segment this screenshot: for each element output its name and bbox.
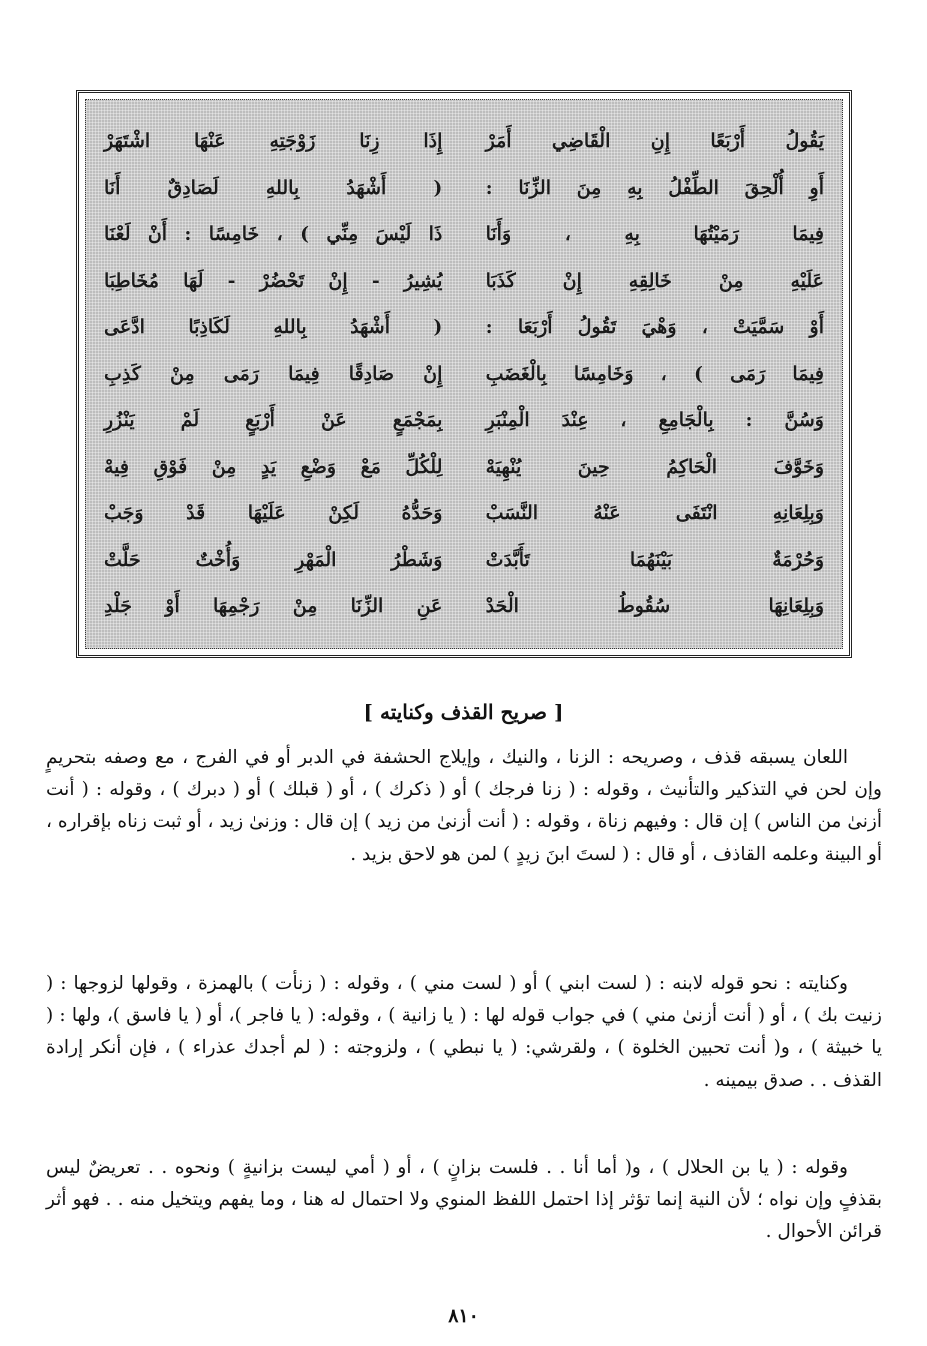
verse-first-hemistich: يَقُولُ أَرْبَعًا إِنِ الْقَاضِي أَمَرْ: [485, 130, 824, 153]
paragraph-3-text: وقوله : ( يا بن الحلال ) ، و( أما أنا . . فلست بزانٍ ) ، أو ( أمي ليست بزانيةٍ ) ونحوه . . تعريضٌ ليس بقذفٍ وإن نواه ؛ لأن النية إنما تؤثر إذا احتمل اللفظ المنوي ولا احتمال له هنا ، وما يفهم ويتخيل منه . . فهو أثر قرائن الأحوال .: [46, 1157, 882, 1243]
poem-verse: [104, 118, 824, 165]
section-heading: [ صريح القذف وكنايته ]: [363, 700, 564, 724]
paragraph-3: [46, 1152, 882, 1249]
verse-first-hemistich: أَوِ أُلْحِقَ الطِّفْلُ بِهِ مِنَ الزِّنَا :: [485, 176, 824, 199]
poem-verse: [104, 211, 824, 258]
verse-first-hemistich: فِيمَا رَمَى ) ، وَخَامِسًا بِالْغَضَبِ: [485, 362, 824, 385]
poem-verse: [104, 351, 824, 398]
verse-first-hemistich: أَوْ سَمَّيَتْ ، وَهْيَ تَقُولُ أَرْبَعَا :: [485, 316, 824, 339]
verse-second-hemistich: وَشَطْرُ الْمَهْرِ وَأُخْتٌ حَلَّتْ: [104, 548, 443, 571]
poem-verse: [104, 444, 824, 491]
verse-first-hemistich: وَحُرْمَةٌ بَيْنَهُمَا تَأَبَّدَتْ: [485, 548, 824, 571]
poem-verse: [104, 397, 824, 444]
verse-first-hemistich: وَبِلِعَانِهِ انْتَفَى عَنْهُ النَّسَبْ: [485, 502, 824, 525]
verse-first-hemistich: فِيمَا رَمَيْتُهَا بِهِ ، وَأَنَا: [485, 223, 824, 246]
verse-second-hemistich: إِنْ صَادِقًا فِيمَا رَمَى مِنْ كَذِبِ: [104, 362, 443, 385]
paragraph-2: [46, 968, 882, 1097]
paragraph-1: [46, 742, 882, 871]
verse-second-hemistich: ( أَشْهَدُ بِاللهِ لَصَادِقٌ أَنَا: [104, 176, 443, 199]
poem-verse: [104, 490, 824, 537]
poem-verse: [104, 583, 824, 630]
verse-second-hemistich: إِذَا زِنَا زَوْجَتِهِ عَنْهَا اشْتَهَرْ: [104, 130, 443, 153]
paragraph-1-text: اللعان يسبقه قذف ، وصريحه : الزنا ، والنيك ، وإيلاج الحشفة في الدبر أو في الفرج ، مع وصفه بتحريمٍ وإن لحن في التذكير والتأنيث ، وقوله : ( زنا فرجك ) أو ( ذكرك ) ، أو ( قبلك ) أو ( دبرك ) ، وقوله : ( أنت أزنىٰ من الناس ) إن قال : وفيهم زناة ، وقوله : ( أنت أزنىٰ من زيد ) إن قال : وزنىٰ زيد ، أو ثبت زناه بإقراره ، أو البينة وعلمه القاذف ، أو قال : ( لستَ ابنَ زيدٍ ) لمن هو لاحق بزيد .: [46, 747, 882, 865]
verse-first-hemistich: عَلَيْهِ مِنْ خَالِقِهِ إِنْ كَذَبَا: [485, 269, 824, 292]
poem: [104, 118, 824, 638]
verse-second-hemistich: وَحَدُّهُ لَكِنْ عَلَيْهَا قَدْ وَجَبْ: [104, 502, 443, 525]
poem-verse: [104, 258, 824, 305]
verse-second-hemistich: ذَا لَيْسَ مِنِّي ) ، خَامِسًا : أَنْ لَعْنَا: [104, 223, 443, 246]
page-number: ٨١٠: [448, 1305, 479, 1327]
verse-first-hemistich: وَسُنَّ : بِالْجَامِعِ ، عِنْدَ الْمِنْبَرِ: [485, 409, 824, 432]
verse-second-hemistich: يُشِيرُ - إِنْ تَحْضُرْ - لَهَا مُخَاطِبَا: [104, 269, 443, 292]
poem-verse: [104, 537, 824, 584]
verse-second-hemistich: عَنِ الزِّنَا مِنْ رَجْمِهَا أَوْ جَلْدِ: [104, 595, 443, 618]
poem-verse: [104, 165, 824, 212]
verse-first-hemistich: وَخَوَّفَ الْحَاكِمُ حِينَ يُنْهِيَهْ: [485, 455, 824, 478]
poem-frame: [76, 90, 852, 658]
poem-background: [85, 99, 843, 649]
verse-second-hemistich: ( أَشْهَدُ بِاللهِ لَكَاذِبًا ادَّعَى: [104, 316, 443, 339]
verse-first-hemistich: وَبِلِعَانِهَا سُقُوطُ الْحَدْ: [485, 595, 824, 618]
paragraph-2-text: وكنايته : نحو قوله لابنه : ( لست ابني ) أو ( لست مني ) ، وقوله : ( زنأت ) بالهمزة ، وقولها لزوجها : ( زنيت بك ) ، أو ( أنت أزنىٰ مني ) في جواب قوله لها : ( يا زانية ) ، وقوله: ( يا فاجر )، أو ( يا فاسق )، ولها : ( يا خبيثة ) ، و( أنت تحبين الخلوة ) ، ولقرشي: ( يا نبطي ) ، ولزوجته : ( لم أجدك عذراء ) ، فإن أنكر إرادة القذف . . صدق بيمينه .: [46, 973, 882, 1091]
poem-verse: [104, 304, 824, 351]
verse-second-hemistich: بِمَجْمَعٍ عَنْ أَرْبَعٍ لَمْ يَنْزُرِ: [104, 409, 443, 432]
verse-second-hemistich: لِلْكُلِّ مَعْ وَضْعِ يَدٍ مِنْ فَوْقِ فِيهْ: [104, 455, 443, 478]
